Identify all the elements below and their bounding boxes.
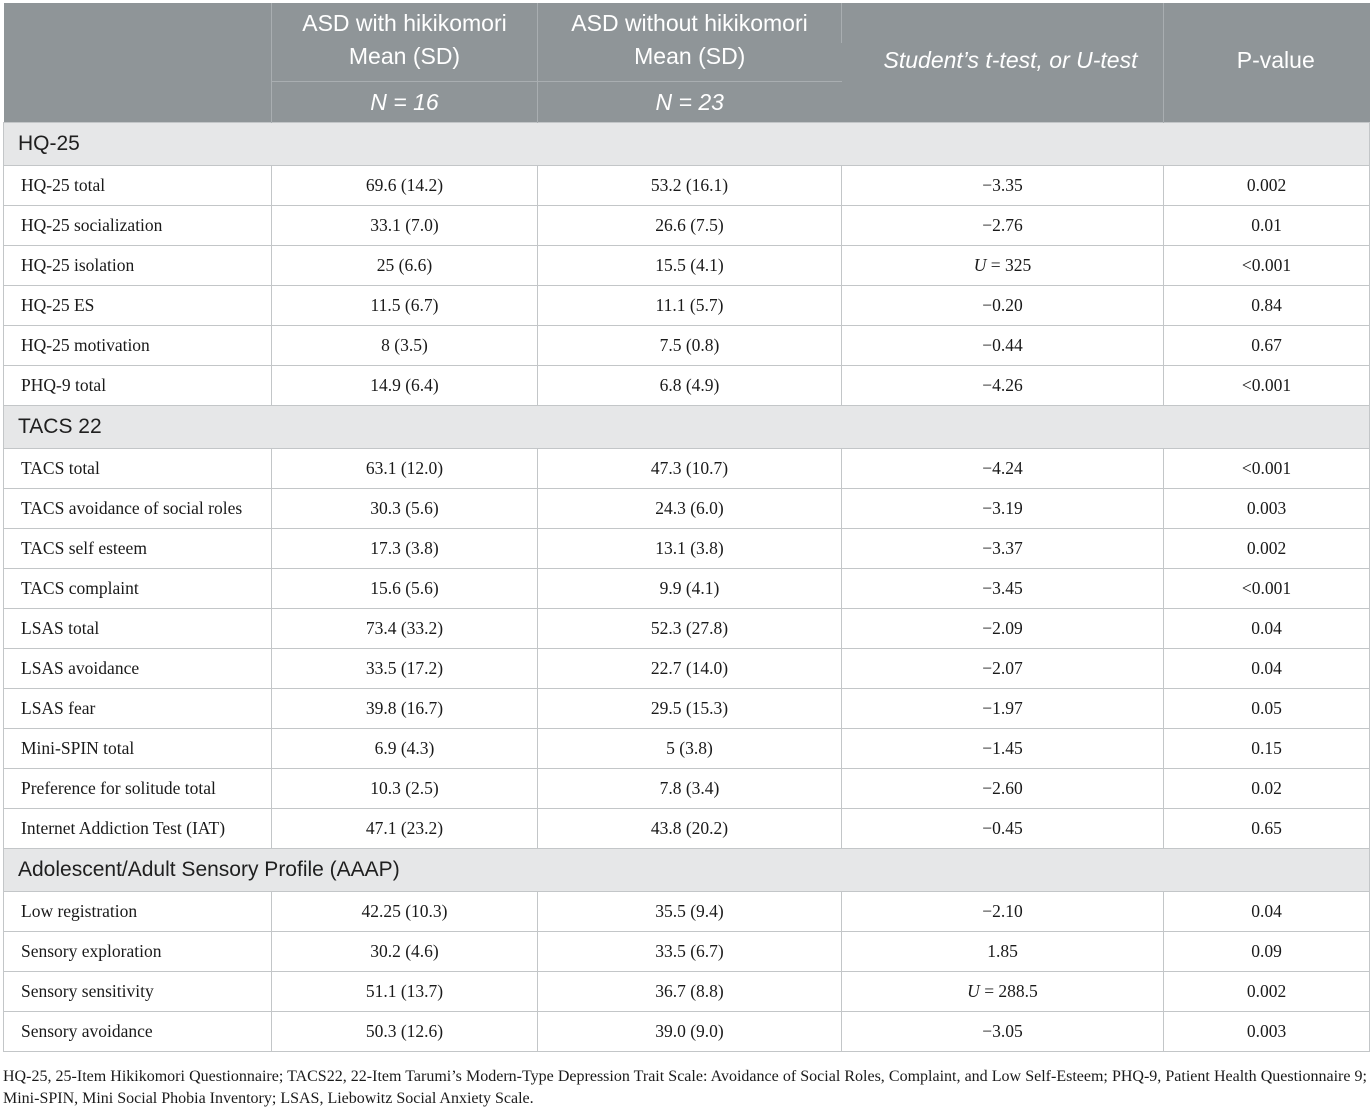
p-value: <0.001	[1164, 366, 1370, 406]
group2-value: 29.5 (15.3)	[538, 689, 842, 729]
table-row	[4, 769, 1370, 809]
test-statistic: U = 288.5	[842, 972, 1164, 1012]
header-blank-cell	[4, 3, 272, 123]
table-row	[4, 366, 1370, 406]
row-label: HQ-25 isolation	[4, 246, 272, 286]
p-value: 0.04	[1164, 609, 1370, 649]
group2-value: 33.5 (6.7)	[538, 932, 842, 972]
table-row	[4, 529, 1370, 569]
row-label: Internet Addiction Test (IAT)	[4, 809, 272, 849]
table-row	[4, 932, 1370, 972]
section-header-row	[4, 849, 1370, 892]
row-label: HQ-25 motivation	[4, 326, 272, 366]
group2-value: 39.0 (9.0)	[538, 1012, 842, 1052]
p-value: 0.04	[1164, 649, 1370, 689]
header-group1-n: N = 16	[272, 82, 538, 123]
group2-value: 52.3 (27.8)	[538, 609, 842, 649]
group2-value: 22.7 (14.0)	[538, 649, 842, 689]
row-label: TACS avoidance of social roles	[4, 489, 272, 529]
table-row	[4, 1012, 1370, 1052]
group2-value: 26.6 (7.5)	[538, 206, 842, 246]
test-statistic: −3.35	[842, 166, 1164, 206]
table-row	[4, 166, 1370, 206]
test-statistic: −2.10	[842, 892, 1164, 932]
group1-value: 39.8 (16.7)	[272, 689, 538, 729]
row-label: TACS total	[4, 449, 272, 489]
table-header	[4, 3, 1370, 123]
group1-value: 50.3 (12.6)	[272, 1012, 538, 1052]
group1-value: 69.6 (14.2)	[272, 166, 538, 206]
group1-value: 63.1 (12.0)	[272, 449, 538, 489]
row-label: TACS self esteem	[4, 529, 272, 569]
test-statistic: −3.05	[842, 1012, 1164, 1052]
p-value: <0.001	[1164, 449, 1370, 489]
group1-value: 11.5 (6.7)	[272, 286, 538, 326]
p-value: 0.002	[1164, 529, 1370, 569]
p-value: 0.002	[1164, 166, 1370, 206]
group2-value: 15.5 (4.1)	[538, 246, 842, 286]
group2-value: 43.8 (20.2)	[538, 809, 842, 849]
p-value: 0.84	[1164, 286, 1370, 326]
group2-value: 7.5 (0.8)	[538, 326, 842, 366]
group2-value: 7.8 (3.4)	[538, 769, 842, 809]
group1-value: 30.2 (4.6)	[272, 932, 538, 972]
test-statistic: −0.45	[842, 809, 1164, 849]
table-body	[4, 123, 1370, 1052]
p-value: 0.02	[1164, 769, 1370, 809]
test-statistic: −0.20	[842, 286, 1164, 326]
row-label: HQ-25 ES	[4, 286, 272, 326]
group1-value: 25 (6.6)	[272, 246, 538, 286]
test-statistic: −0.44	[842, 326, 1164, 366]
header-group1-subtitle: Mean (SD)	[272, 43, 538, 82]
row-label: LSAS avoidance	[4, 649, 272, 689]
table-row	[4, 246, 1370, 286]
section-title: HQ-25	[4, 123, 1370, 166]
p-value: 0.003	[1164, 489, 1370, 529]
group1-value: 8 (3.5)	[272, 326, 538, 366]
row-label: Mini-SPIN total	[4, 729, 272, 769]
test-statistic: −2.76	[842, 206, 1164, 246]
section-header-row	[4, 406, 1370, 449]
test-statistic: −4.24	[842, 449, 1164, 489]
header-group1-title: ASD with hikikomori	[272, 3, 538, 43]
group2-value: 6.8 (4.9)	[538, 366, 842, 406]
table-row	[4, 489, 1370, 529]
table-row	[4, 449, 1370, 489]
section-title: TACS 22	[4, 406, 1370, 449]
results-table	[3, 3, 1370, 1052]
row-label: TACS complaint	[4, 569, 272, 609]
section-header-row	[4, 123, 1370, 166]
row-label: LSAS total	[4, 609, 272, 649]
group1-value: 30.3 (5.6)	[272, 489, 538, 529]
header-group2-title: ASD without hikikomori	[538, 3, 842, 43]
p-value: 0.05	[1164, 689, 1370, 729]
row-label: HQ-25 socialization	[4, 206, 272, 246]
header-group2-n: N = 23	[538, 82, 842, 123]
table-row	[4, 569, 1370, 609]
row-label: HQ-25 total	[4, 166, 272, 206]
row-label: Sensory exploration	[4, 932, 272, 972]
group1-value: 47.1 (23.2)	[272, 809, 538, 849]
row-label: Preference for solitude total	[4, 769, 272, 809]
p-value: 0.09	[1164, 932, 1370, 972]
table-row	[4, 286, 1370, 326]
test-statistic: −4.26	[842, 366, 1164, 406]
group1-value: 33.5 (17.2)	[272, 649, 538, 689]
test-statistic: −1.45	[842, 729, 1164, 769]
table-footnote: HQ-25, 25-Item Hikikomori Questionnaire; TACS22, 22-Item Tarumi’s Modern-Type Depression Trait Scale: Avoidance of Social Roles, Complaint, and Low Self-Esteem; PHQ-9, Patient Health Questionnaire 9; Mini-SPIN, Mini Social Phobia Inventory; LSAS, Liebowitz Social Anxiety Scale.	[3, 1068, 1367, 1107]
group2-value: 53.2 (16.1)	[538, 166, 842, 206]
p-value: 0.15	[1164, 729, 1370, 769]
table-row	[4, 729, 1370, 769]
row-label: LSAS fear	[4, 689, 272, 729]
group1-value: 10.3 (2.5)	[272, 769, 538, 809]
table-row	[4, 206, 1370, 246]
group1-value: 14.9 (6.4)	[272, 366, 538, 406]
section-title: Adolescent/Adult Sensory Profile (AAAP)	[4, 849, 1370, 892]
p-value: 0.65	[1164, 809, 1370, 849]
table-row	[4, 892, 1370, 932]
group1-value: 17.3 (3.8)	[272, 529, 538, 569]
p-value: 0.04	[1164, 892, 1370, 932]
table-row	[4, 689, 1370, 729]
test-statistic: −2.60	[842, 769, 1164, 809]
test-statistic: −3.37	[842, 529, 1164, 569]
table-row	[4, 649, 1370, 689]
test-statistic: −2.09	[842, 609, 1164, 649]
group2-value: 11.1 (5.7)	[538, 286, 842, 326]
row-label: Sensory avoidance	[4, 1012, 272, 1052]
p-value: 0.67	[1164, 326, 1370, 366]
table-row	[4, 609, 1370, 649]
header-p-value-label: P-value	[1164, 3, 1370, 123]
group1-value: 33.1 (7.0)	[272, 206, 538, 246]
table-row	[4, 972, 1370, 1012]
group2-value: 24.3 (6.0)	[538, 489, 842, 529]
p-value: 0.003	[1164, 1012, 1370, 1052]
group2-value: 47.3 (10.7)	[538, 449, 842, 489]
table-row	[4, 326, 1370, 366]
group2-value: 35.5 (9.4)	[538, 892, 842, 932]
test-statistic: 1.85	[842, 932, 1164, 972]
table-row	[4, 809, 1370, 849]
test-statistic: −3.19	[842, 489, 1164, 529]
group1-value: 6.9 (4.3)	[272, 729, 538, 769]
header-group2-subtitle: Mean (SD)	[538, 43, 842, 82]
group1-value: 42.25 (10.3)	[272, 892, 538, 932]
row-label: Sensory sensitivity	[4, 972, 272, 1012]
test-statistic: −3.45	[842, 569, 1164, 609]
p-value: <0.001	[1164, 246, 1370, 286]
p-value: 0.01	[1164, 206, 1370, 246]
group1-value: 73.4 (33.2)	[272, 609, 538, 649]
test-statistic: U = 325	[842, 246, 1164, 286]
group2-value: 9.9 (4.1)	[538, 569, 842, 609]
p-value: <0.001	[1164, 569, 1370, 609]
test-statistic: −2.07	[842, 649, 1164, 689]
group2-value: 5 (3.8)	[538, 729, 842, 769]
group1-value: 15.6 (5.6)	[272, 569, 538, 609]
group2-value: 13.1 (3.8)	[538, 529, 842, 569]
p-value: 0.002	[1164, 972, 1370, 1012]
row-label: PHQ-9 total	[4, 366, 272, 406]
header-test-label: Student’s t-test, or U-test	[842, 3, 1164, 123]
test-statistic: −1.97	[842, 689, 1164, 729]
group1-value: 51.1 (13.7)	[272, 972, 538, 1012]
group2-value: 36.7 (8.8)	[538, 972, 842, 1012]
row-label: Low registration	[4, 892, 272, 932]
